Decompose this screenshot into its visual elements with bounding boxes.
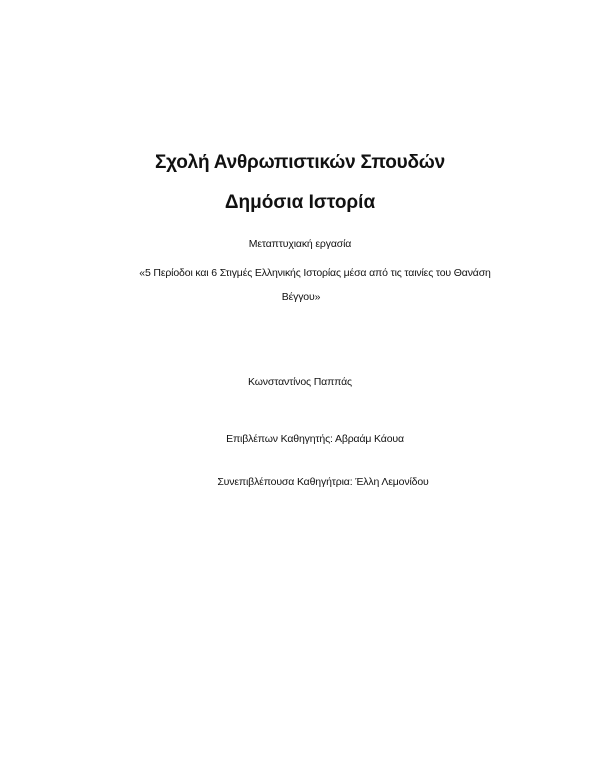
supervisor: Επιβλέπων Καθηγητής: Αβραάμ Κάουα <box>226 433 404 445</box>
co-supervisor: Συνεπιβλέπουσα Καθηγήτρια: Έλλη Λεμονίδου <box>217 476 429 488</box>
school-heading: Σχολή Ανθρωπιστικών Σπουδών <box>154 152 446 173</box>
author-name: Κωνσταντίνος Παππάς <box>248 376 352 388</box>
thesis-title-line-1: «5 Περίοδοι και 6 Στιγμές Ελληνικής Ιστορίας μέσα από τις ταινίες του Θανάση <box>139 267 491 279</box>
thesis-type: Μεταπτυχιακή εργασία <box>248 238 352 250</box>
thesis-title-line-2: Βέγγου» <box>281 291 321 303</box>
program-heading: Δημόσια Ιστορία <box>224 192 376 213</box>
